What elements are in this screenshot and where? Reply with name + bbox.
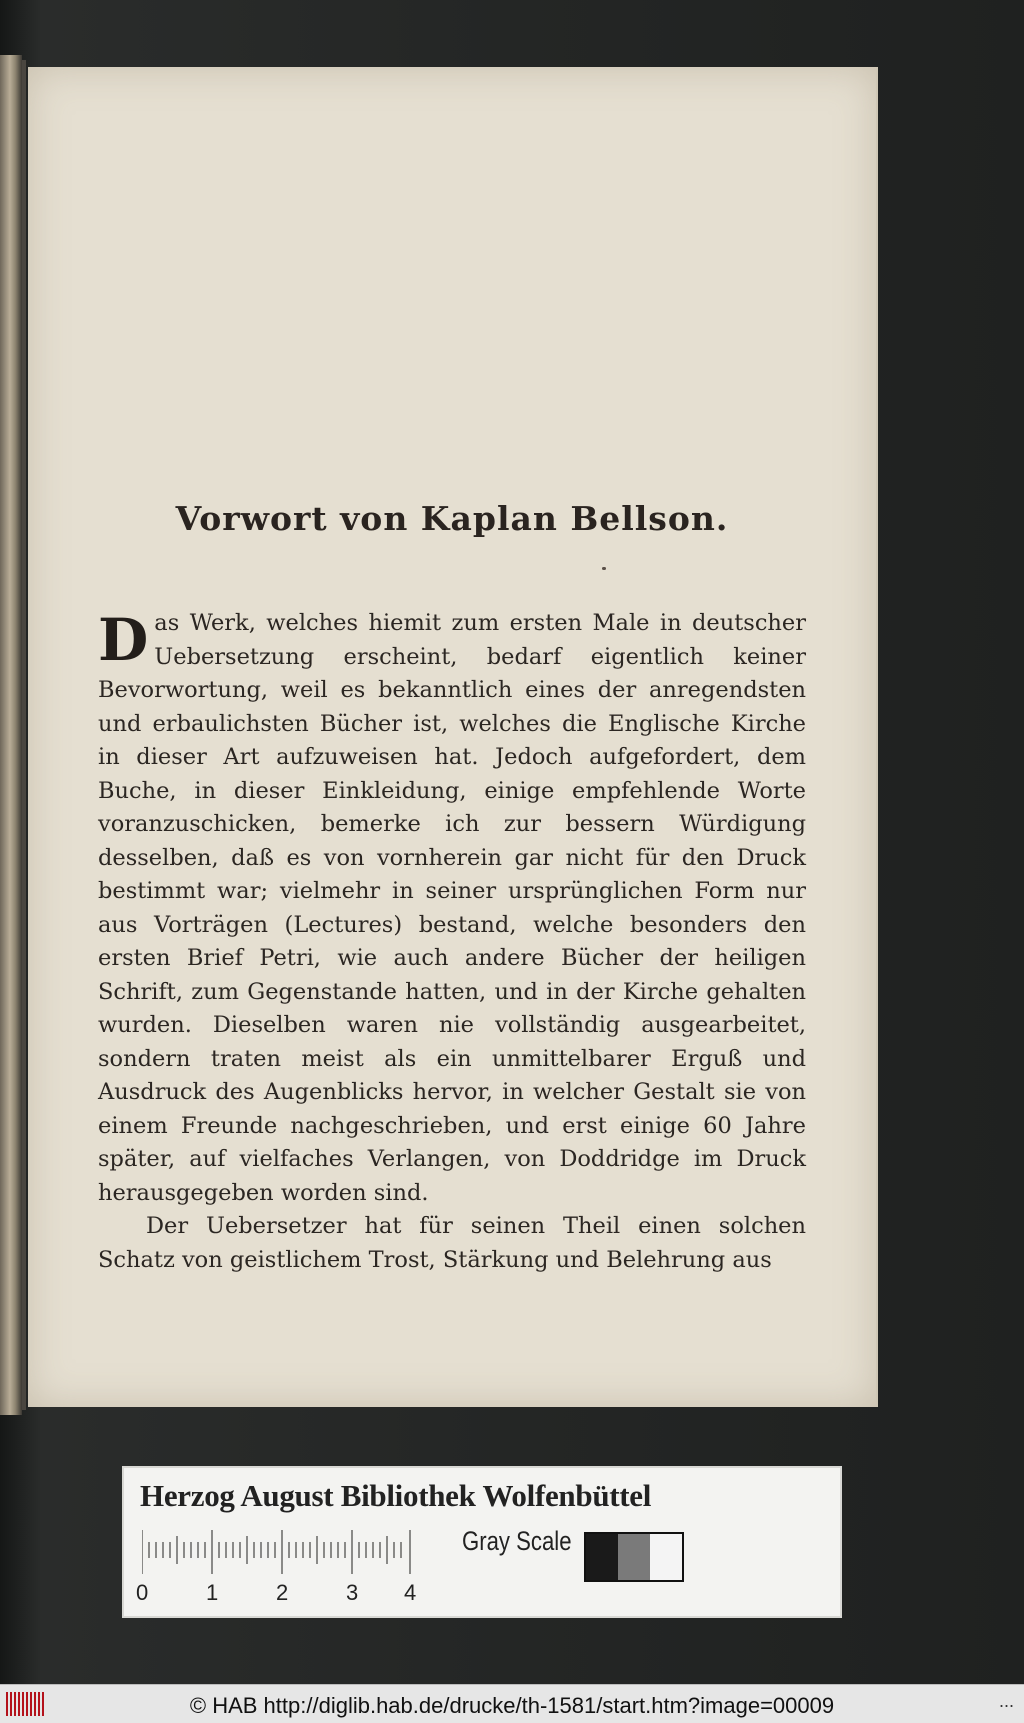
library-name: Herzog August Bibliothek Wolfenbüttel: [140, 1478, 652, 1513]
book-page: [28, 67, 878, 1407]
swatch-mid: [618, 1534, 650, 1580]
ruler-scale: [142, 1528, 412, 1578]
gray-scale-swatches: [584, 1532, 684, 1582]
swatch-light: [650, 1534, 682, 1580]
body-text: [98, 607, 806, 1277]
ruler-number: 2: [276, 1580, 289, 1605]
color-calibration-card: [122, 1466, 842, 1618]
paragraph-1-text: as Werk, welches hiemit zum ersten Male in deutscher Uebersetzung erscheint, bedarf eigentlich keiner Bevorwortung, weil es bekanntlich eines der anregendsten und erbaulichsten Bücher ist, welches die Englische Kirche in dieser Art aufzuweisen hat. Jedoch aufgefordert, dem Buche, in dieser Einkleidung, einige empfehlende Worte voranzuschicken, bemerke ich zur bessern Würdigung desselben, daß es von vornherein gar nicht für den Druck bestimmt war; vielmehr in seiner ursprünglichen Form nur aus Vorträgen (Lectures) bestand, welche besonders den ersten Brief Petri, wie auch andere Bücher der heiligen Schrift, zum Gegenstande hatten, und in der Kirche gehalten wurden. Dieselben waren nie vollständig ausgearbeitet, sondern traten meist als ein unmittelbarer Erguß und Ausdruck des Augenblicks hervor, in welcher Gestalt sie von einem Freunde nachgeschrieben, und erst einige 60 Jahre später, auf vielfaches Verlangen, von Doddridge im Druck herausgegeben worden sind.: [98, 610, 806, 1206]
drop-cap: D: [98, 606, 149, 674]
ruler-number: 3: [346, 1580, 359, 1605]
book-spine: [22, 60, 26, 1410]
ruler-number: 0: [136, 1580, 149, 1605]
ruler-number: 1: [206, 1580, 219, 1605]
ruler-number: 4: [404, 1580, 417, 1605]
footer-bar: [0, 1684, 1024, 1723]
paragraph-2: Der Uebersetzer hat für seinen Theil einen solchen Schatz von geistlichem Trost, Stärkung und Belehrung aus: [98, 1213, 806, 1273]
swatch-dark: [586, 1534, 618, 1580]
ink-speck: [602, 567, 606, 570]
book-edge: [0, 55, 22, 1415]
gray-scale-label: Gray Scale: [462, 1526, 572, 1556]
more-options-icon[interactable]: ...: [998, 1691, 1014, 1711]
page-heading: Vorwort von Kaplan Bellson.: [175, 499, 729, 538]
paragraph-1: [98, 607, 806, 1210]
footer-copyright: © HAB http://diglib.hab.de/drucke/th-1581/start.htm?image=00009: [189, 1693, 835, 1718]
